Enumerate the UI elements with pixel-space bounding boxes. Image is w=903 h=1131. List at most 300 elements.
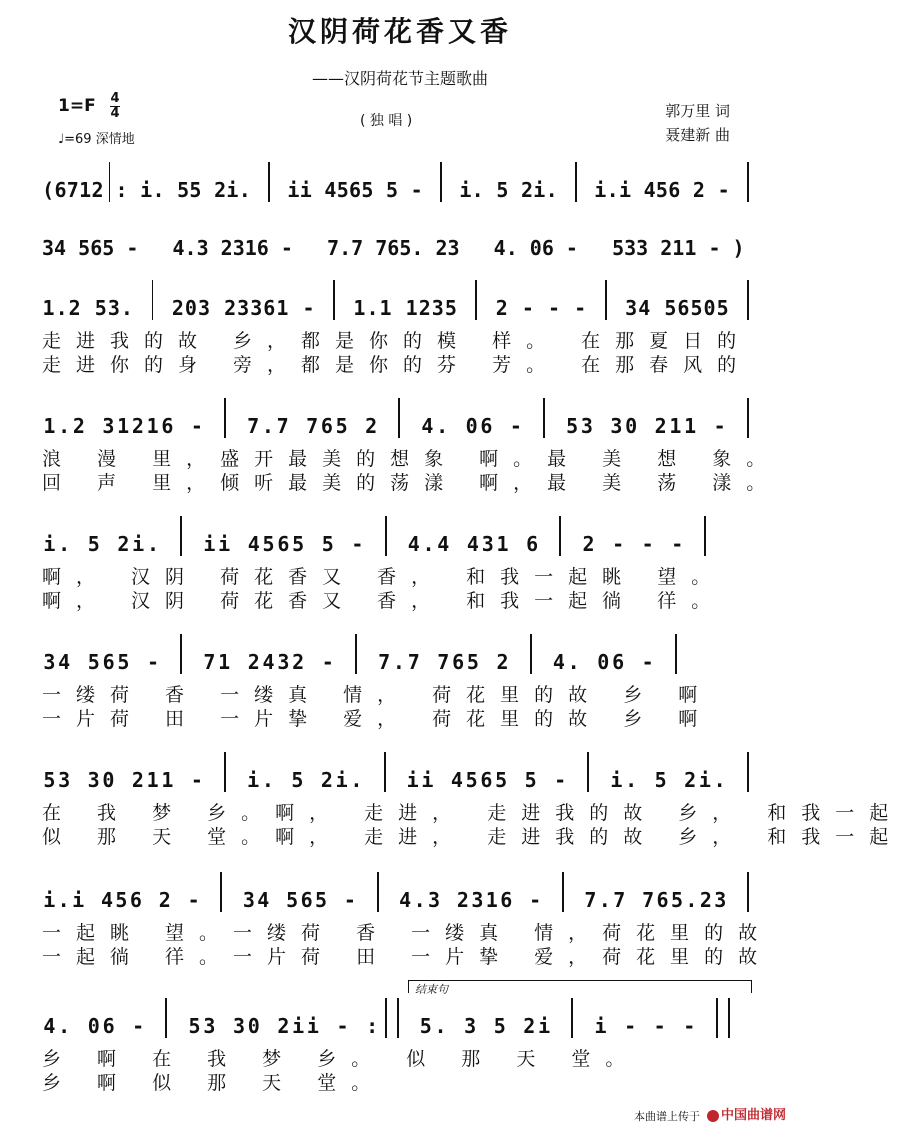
note: 5: [115, 888, 128, 912]
note: 2: [214, 178, 227, 202]
note: [480, 650, 495, 674]
note: 6: [90, 236, 103, 260]
note: -: [717, 178, 730, 202]
note: 5: [286, 888, 299, 912]
bar-line: [165, 998, 167, 1038]
note: [275, 768, 290, 792]
note: 4: [172, 236, 185, 260]
note: 2: [117, 532, 130, 556]
note: 1: [79, 178, 92, 202]
note: 3: [43, 650, 56, 674]
note: 5: [664, 296, 677, 320]
bar-line: [440, 162, 442, 202]
note: 2: [131, 768, 144, 792]
lyric-line-verse-2: 乡 啊 似 那 天 堂。: [42, 1072, 386, 1094]
note: i: [538, 1014, 551, 1038]
note: [293, 236, 305, 260]
note: 6: [480, 768, 493, 792]
note: [651, 296, 664, 320]
note: 5: [177, 178, 190, 202]
note: [290, 414, 305, 438]
note: 4: [100, 888, 113, 912]
note: 7: [327, 236, 340, 260]
note: [232, 532, 247, 556]
note: [608, 1014, 623, 1038]
note: [365, 532, 380, 556]
note: i: [218, 532, 231, 556]
note: [204, 414, 219, 438]
note: 5: [654, 768, 667, 792]
note: [305, 768, 320, 792]
note: .: [411, 236, 424, 260]
note: 3: [625, 296, 638, 320]
note: i: [292, 1014, 305, 1038]
note: -: [565, 236, 578, 260]
note: [447, 178, 459, 202]
note: [232, 650, 247, 674]
ending-label: 结束句: [415, 983, 448, 996]
note: 3: [636, 236, 649, 260]
note: [534, 296, 547, 320]
note: ): [732, 236, 745, 260]
note: 0: [597, 650, 610, 674]
note: [392, 296, 405, 320]
note: 2: [91, 178, 104, 202]
note: 5: [188, 1014, 201, 1038]
composer-credit: 聂建新 曲: [665, 126, 730, 144]
note: -: [683, 1014, 696, 1038]
note: [578, 236, 590, 260]
note: [138, 236, 150, 260]
note: i: [43, 532, 56, 556]
note: [379, 414, 394, 438]
note: [435, 768, 450, 792]
note: 5: [612, 236, 625, 260]
bar-line: [605, 280, 607, 320]
note: .: [545, 178, 558, 202]
note: i: [247, 768, 260, 792]
note: 5: [78, 236, 91, 260]
note: 5: [670, 888, 684, 912]
note: 3: [196, 236, 209, 260]
note: 7: [584, 888, 597, 912]
note: 6: [300, 888, 313, 912]
bar-line: [747, 280, 749, 320]
bar-line: [675, 634, 677, 674]
note: i: [72, 888, 85, 912]
note: 4: [552, 650, 565, 674]
note: 4: [466, 532, 479, 556]
bar-line: [530, 634, 532, 674]
bar-line: [587, 752, 589, 792]
note: 7: [247, 414, 260, 438]
note: 2: [220, 236, 233, 260]
note: [231, 414, 246, 438]
note: [582, 178, 594, 202]
note: 7: [306, 414, 319, 438]
note: [335, 532, 350, 556]
note: [335, 650, 350, 674]
note: .: [434, 1014, 447, 1038]
note: 3: [232, 1014, 245, 1038]
note: [538, 768, 553, 792]
note: [357, 888, 371, 912]
lyricist-credit: 郭万里 词: [665, 102, 730, 120]
note: [594, 768, 609, 792]
note: [566, 532, 581, 556]
note: 3: [624, 236, 637, 260]
note: 3: [58, 768, 71, 792]
note: [350, 1014, 365, 1038]
note: 0: [625, 414, 638, 438]
lyric-line-verse-2: 走进你的身 旁，都是你的芬 芳。 在那春风的: [42, 354, 752, 376]
note: -: [548, 296, 561, 320]
notation-row: [42, 996, 754, 1038]
note: [720, 236, 732, 260]
bar-line: [109, 162, 111, 202]
note: [697, 1014, 712, 1038]
note: [204, 768, 219, 792]
bar-line: [397, 998, 399, 1038]
note: -: [187, 888, 200, 912]
note: [349, 414, 364, 438]
note: 5: [493, 1014, 506, 1038]
note: .: [58, 414, 71, 438]
note: 4: [257, 888, 270, 912]
lyric-line-verse-2: 回 声 里，倾听最美的荡漾 啊，最 美 荡 漾。: [42, 472, 781, 494]
note: [639, 768, 654, 792]
bar-line: [224, 398, 226, 438]
note: 2: [224, 296, 237, 320]
note: 7: [642, 888, 655, 912]
note: [306, 532, 321, 556]
time-denominator: 4: [110, 106, 120, 121]
note: 5: [361, 178, 374, 202]
note: [81, 296, 94, 320]
note: 6: [256, 236, 269, 260]
notation-row: [42, 514, 754, 556]
note: [320, 1014, 335, 1038]
note: 2: [277, 1014, 290, 1038]
note: 2: [660, 236, 673, 260]
note: [509, 178, 521, 202]
note: -: [653, 1014, 666, 1038]
note: [423, 236, 435, 260]
note: [460, 236, 472, 260]
note: [542, 888, 556, 912]
note: 4: [493, 236, 506, 260]
note: [494, 414, 509, 438]
note: 1: [669, 414, 682, 438]
note: -: [280, 236, 293, 260]
note: .: [505, 236, 518, 260]
note: .: [625, 768, 638, 792]
bar-line: [384, 752, 386, 792]
note: 3: [471, 888, 484, 912]
note: :: [115, 178, 128, 202]
note: [696, 236, 708, 260]
note: [364, 768, 379, 792]
note: 5: [335, 414, 348, 438]
note: [587, 296, 600, 320]
note: .: [184, 236, 197, 260]
note: [328, 888, 342, 912]
note: [510, 650, 525, 674]
note: [625, 532, 640, 556]
note: [227, 888, 241, 912]
note: [187, 532, 202, 556]
note: .: [350, 768, 363, 792]
note: [85, 888, 99, 912]
note: 2: [684, 768, 697, 792]
note: 6: [541, 236, 554, 260]
bar-line: [559, 516, 561, 556]
note: [211, 296, 224, 320]
note: [421, 650, 436, 674]
time-numerator: 4: [110, 91, 120, 106]
note: 6: [277, 532, 290, 556]
note: [655, 650, 670, 674]
note: [146, 1014, 161, 1038]
note: [581, 650, 596, 674]
note: .: [713, 768, 726, 792]
note: [175, 768, 190, 792]
note: [728, 888, 742, 912]
note: .: [238, 178, 251, 202]
note: [478, 1014, 493, 1038]
note: .: [366, 296, 379, 320]
note: 7: [437, 650, 450, 674]
note: [705, 178, 717, 202]
note: -: [641, 532, 654, 556]
note: 4: [43, 1014, 56, 1038]
note: 2: [520, 178, 534, 202]
note: 4: [247, 532, 260, 556]
note: [448, 1014, 463, 1038]
note: i: [594, 178, 607, 202]
note: 4: [324, 178, 337, 202]
note: 6: [668, 178, 681, 202]
note: 2: [435, 236, 448, 260]
bar-line: [220, 872, 222, 912]
upload-note: 本曲谱上传于: [634, 1110, 700, 1123]
bar-line: [575, 162, 577, 202]
note: [596, 532, 611, 556]
note: 2: [68, 296, 81, 320]
performance-type: ( 独 唱 ): [360, 113, 413, 129]
note: i: [287, 178, 300, 202]
note: -: [302, 296, 315, 320]
note: [561, 296, 574, 320]
note: 4: [399, 888, 412, 912]
note: 3: [242, 888, 255, 912]
note: 1: [379, 296, 392, 320]
note: 3: [431, 296, 444, 320]
note: i: [226, 178, 239, 202]
note: [72, 650, 87, 674]
lyric-line-verse-2: 一片荷 田 一片挚 爱， 荷花里的故 乡 啊: [42, 708, 713, 730]
bar-line: [747, 872, 749, 912]
note: [698, 414, 713, 438]
bar-line: [355, 634, 357, 674]
note: 1: [161, 768, 174, 792]
note: -: [713, 414, 726, 438]
note: 0: [465, 414, 478, 438]
lyric-line-verse-2: 啊， 汉阴 荷花香又 香， 和我一起徜 徉。: [42, 590, 726, 612]
note: 7: [407, 650, 420, 674]
note: [729, 296, 742, 320]
note: [340, 296, 353, 320]
bar-line: [728, 998, 730, 1038]
note: 1: [405, 296, 418, 320]
note: 6: [612, 650, 625, 674]
notation-row: [42, 632, 754, 674]
notation-row: [42, 870, 754, 912]
note: [131, 650, 146, 674]
note: .: [261, 768, 274, 792]
note: [482, 296, 495, 320]
note: -: [574, 296, 587, 320]
note: [405, 414, 420, 438]
note: [392, 532, 407, 556]
note: i: [335, 768, 348, 792]
note: -: [336, 1014, 349, 1038]
note: 2: [496, 650, 509, 674]
note: -: [624, 1014, 637, 1038]
note: [631, 178, 643, 202]
note: 4: [437, 532, 450, 556]
note: -: [146, 650, 159, 674]
note: [508, 296, 521, 320]
note: i: [421, 768, 434, 792]
note: 6: [161, 414, 174, 438]
note: [655, 532, 670, 556]
note: 5: [87, 532, 100, 556]
note: [209, 236, 221, 260]
note: [441, 888, 455, 912]
logo-text: 中国曲谱网: [720, 1108, 786, 1123]
note: i: [594, 1014, 607, 1038]
note: i: [698, 768, 711, 792]
note: [451, 532, 466, 556]
note: [554, 236, 566, 260]
note: 7: [276, 414, 289, 438]
note: 5: [655, 178, 668, 202]
note: .: [339, 236, 352, 260]
note: 0: [102, 768, 115, 792]
note: 6: [677, 296, 690, 320]
note: [269, 236, 281, 260]
note: 2: [365, 414, 378, 438]
note: 6: [263, 296, 276, 320]
key-signature: 1=F: [58, 96, 96, 116]
note: i: [140, 178, 153, 202]
note: [86, 414, 101, 438]
note: 0: [247, 1014, 260, 1038]
note: i: [203, 532, 216, 556]
note: i: [533, 178, 546, 202]
note: 2: [131, 414, 144, 438]
note: 3: [250, 296, 263, 320]
note: 5: [465, 768, 478, 792]
note: 5: [444, 296, 457, 320]
bar-line: [180, 634, 182, 674]
tempo-marking: ♩=69 深情地: [58, 132, 135, 147]
logo-icon: [707, 1110, 719, 1122]
note: [261, 1014, 276, 1038]
note: 5: [321, 532, 334, 556]
note: 3: [197, 296, 210, 320]
lyric-line-verse-1: 浪 漫 里，盛开最美的想象 啊。最 美 想 象。: [42, 448, 781, 470]
note: 2: [582, 532, 595, 556]
note: 2: [292, 650, 305, 674]
note: 5: [466, 650, 479, 674]
note: -: [321, 650, 334, 674]
note: [552, 1014, 567, 1038]
note: 1: [353, 296, 366, 320]
note: 1: [43, 414, 56, 438]
lyric-line-verse-1: 走进我的故 乡，都是你的模 样。 在那夏日的: [42, 330, 752, 352]
note: [612, 296, 625, 320]
note: 1: [218, 650, 231, 674]
note: 4: [643, 178, 656, 202]
note: [423, 178, 435, 202]
ending-bracket: [408, 980, 752, 996]
note: [72, 768, 87, 792]
note: [116, 768, 131, 792]
note: 5: [566, 414, 579, 438]
note: -: [529, 888, 542, 912]
note: [187, 650, 202, 674]
note: 5: [496, 178, 509, 202]
song-subtitle: ——汉阴荷花节主题歌曲: [311, 69, 488, 88]
bar-line: [716, 998, 718, 1038]
note: -: [343, 888, 356, 912]
note: 2: [320, 768, 333, 792]
bar-line: [180, 516, 182, 556]
note: .: [598, 888, 611, 912]
note: 5: [262, 532, 275, 556]
note: -: [126, 236, 139, 260]
note: 3: [714, 888, 727, 912]
note: [510, 532, 525, 556]
note: 7: [351, 236, 364, 260]
note: 6: [102, 650, 115, 674]
note: [484, 178, 496, 202]
note: 5: [336, 178, 349, 202]
note: 6: [320, 414, 333, 438]
note: -: [190, 414, 203, 438]
note: [271, 888, 285, 912]
note: [160, 532, 175, 556]
note: 2: [495, 296, 508, 320]
note: 4: [638, 296, 651, 320]
note: [217, 1014, 232, 1038]
note: [165, 178, 177, 202]
bar-line: [562, 872, 564, 912]
note: [231, 768, 246, 792]
note: [362, 650, 377, 674]
notation-row: [42, 278, 754, 320]
note: 1: [684, 414, 697, 438]
note: i: [43, 888, 56, 912]
note: .: [392, 650, 405, 674]
note: 3: [232, 236, 245, 260]
note: 2: [171, 296, 184, 320]
note: [315, 236, 327, 260]
note: .: [413, 888, 426, 912]
note: [625, 650, 640, 674]
